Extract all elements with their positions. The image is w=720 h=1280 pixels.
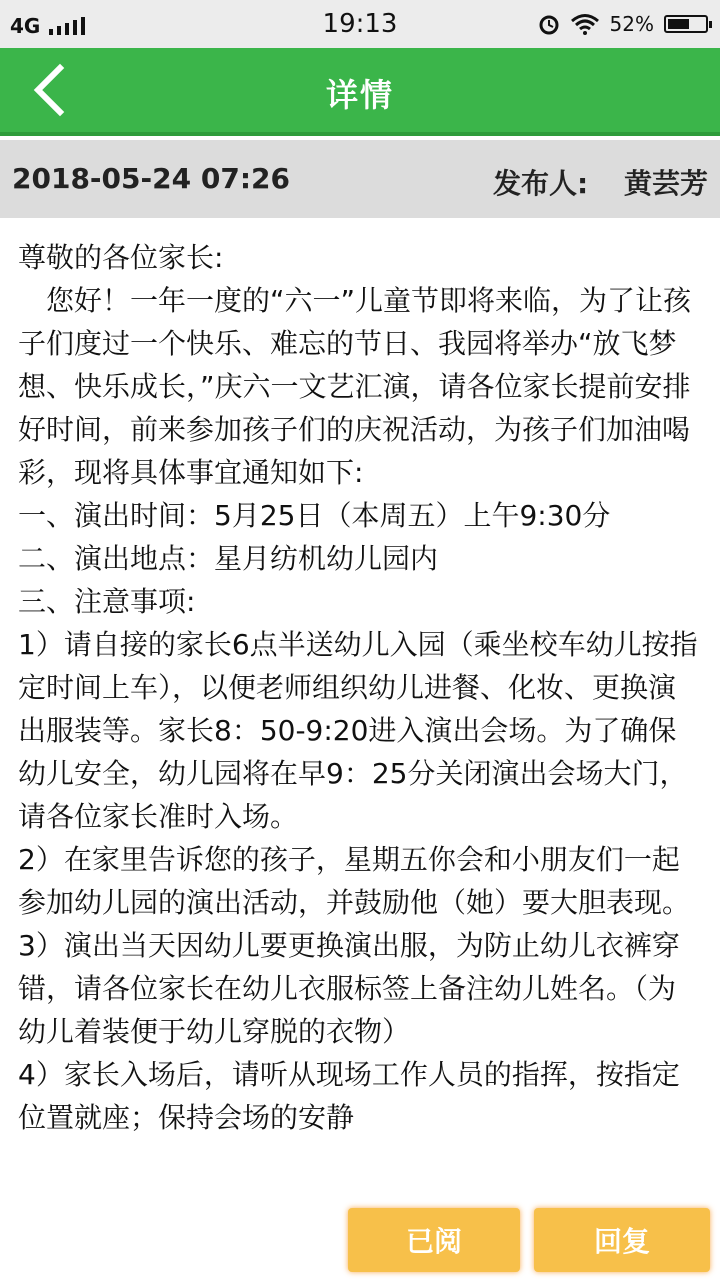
paragraph-greeting: 尊敬的各位家长: (18, 241, 224, 274)
battery-percent: 52% (609, 12, 654, 36)
status-icons (538, 12, 708, 36)
notice-meta (0, 140, 720, 218)
publisher (493, 162, 708, 202)
paragraph-note-3: 3）演出当天因幼儿要更换演出服，为防止幼儿衣裤穿错，请各位家长在幼儿衣服标签上备注幼儿姓名。（为幼儿着装便于幼儿穿脱的衣物） (18, 929, 680, 1048)
publisher-name: 黄芸芳 (623, 167, 708, 200)
paragraph-note-2: 2）在家里告诉您的孩子，星期五你会和小朋友们一起参加幼儿园的演出活动，并鼓励他（她）要大胆表现。 (18, 843, 691, 919)
publish-date: 2018-05-24 07:26 (12, 162, 290, 195)
paragraph-notes-heading: 三、注意事项: (18, 585, 196, 618)
network-label: 4G (10, 14, 41, 38)
reply-button[interactable]: 回复 (534, 1208, 710, 1272)
paragraph-location: 二、演出地点：星月纺机幼儿园内 (18, 542, 439, 575)
notice-body (18, 236, 702, 1139)
paragraph-note-4: 4）家长入场后，请听从现场工作人员的指挥，按指定位置就座；保持会场的安静 (18, 1058, 680, 1134)
wifi-icon (570, 13, 600, 35)
battery-icon (664, 15, 708, 33)
paragraph-time: 一、演出时间：5月25日（本周五）上午9:30分 (18, 499, 611, 532)
alarm-icon (538, 13, 560, 35)
read-button[interactable]: 已阅 (348, 1208, 520, 1272)
page-title: 详情 (325, 76, 394, 114)
paragraph-intro: 您好！一年一度的“六一”儿童节即将来临，为了让孩子们度过一个快乐、难忘的节日、我园将举办“放飞梦想、快乐成长，”庆六一文艺汇演，请各位家长提前安排好时间，前来参加孩子们的庆祝活动，为孩子们加油喝彩，现将具体事宜通知如下: (18, 284, 692, 489)
publisher-label: 发布人: (493, 167, 589, 200)
clock: 19:13 (322, 9, 398, 39)
paragraph-note-1: 1）请自接的家长6点半送幼儿入园（乘坐校车幼儿按指定时间上车），以便老师组织幼儿进餐、化妆、更换演出服装等。家长8：50-9:20进入演出会场。为了确保幼儿安全，幼儿园将在早9：25分关闭演出会场大门，请各位家长准时入场。 (18, 628, 698, 833)
app-bar (0, 48, 720, 136)
status-bar (0, 0, 720, 48)
